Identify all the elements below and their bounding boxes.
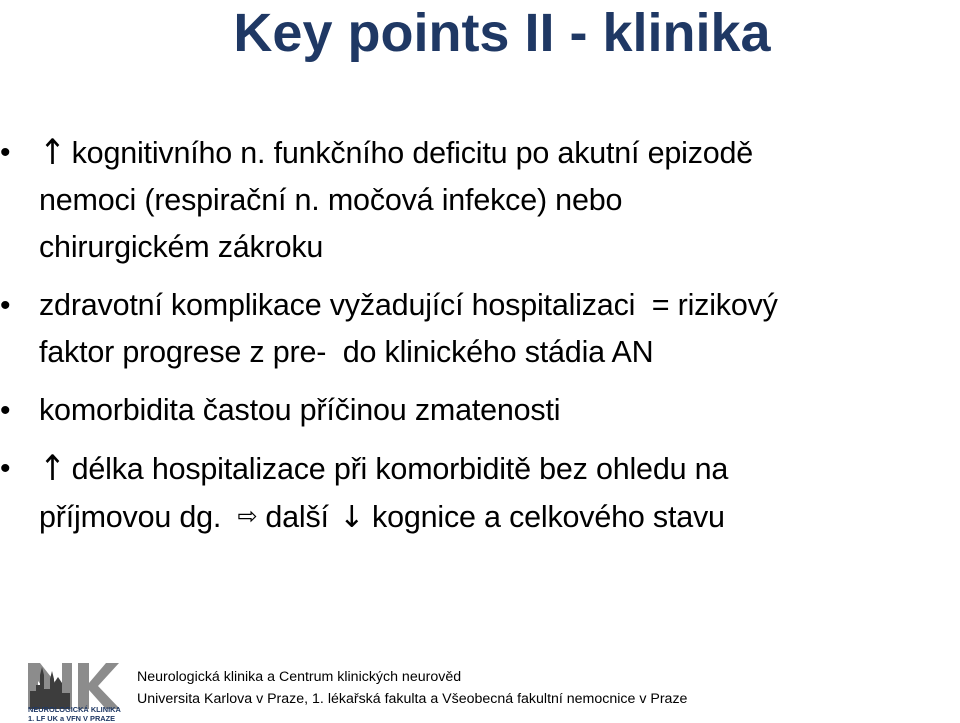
bullet-item-hospitalization-length — [0, 445, 960, 541]
logo-caption-line2: 1. LF UK a VFN V PRAZE — [28, 713, 116, 723]
bullet-line: komorbidita častou příčinou zmatenosti — [39, 393, 561, 427]
logo-mark-icon — [28, 661, 120, 709]
bullet-line: zdravotní komplikace vyžadující hospitalizaci = rizikový — [39, 288, 778, 322]
arrow-right-outline-icon: ⇨ — [237, 502, 258, 530]
bullet-dot: • — [0, 136, 11, 169]
bullet-list — [0, 129, 960, 541]
slide-title: Key points II - klinika — [233, 3, 771, 63]
bullet-text: příjmovou dg. — [39, 500, 222, 534]
footer-line-2: Universita Karlova v Praze, 1. lékařská fakulta a Všeobecná fakultní nemocnice v Praze — [137, 691, 688, 707]
logo-caption — [28, 706, 148, 723]
bullet-item-hospitalization-risk — [0, 282, 960, 376]
arrow-down-icon: ↓ — [339, 500, 365, 535]
bullet-line: faktor progrese z pre- do klinického stádia AN — [39, 335, 654, 369]
bullet-line: chirurgickém zákroku — [39, 230, 324, 264]
footer-line-1: Neurologická klinika a Centrum klinických neurověd — [137, 669, 462, 685]
bullet-text: další — [265, 500, 329, 534]
bullet-dot: • — [0, 289, 11, 322]
bullet-item-cognitive-deficit — [0, 129, 960, 271]
logo-caption-line1: NEUROLOGICKÁ KLINIKA — [28, 705, 121, 714]
neurologicka-klinika-logo — [28, 661, 120, 723]
bullet-dot: • — [0, 452, 11, 485]
bullet-dot: • — [0, 394, 11, 427]
footer-institution — [137, 666, 687, 710]
bullet-line: nemoci (respirační n. močová infekce) nebo — [39, 183, 623, 217]
bullet-text: kognice a celkového stavu — [372, 500, 725, 534]
bullet-line: kognitivního n. funkčního deficitu po akutní epizodě — [71, 136, 754, 170]
bullet-line: délka hospitalizace při komorbiditě bez ohledu na — [71, 452, 729, 486]
arrow-up-icon: ↑ — [39, 447, 66, 489]
footer — [0, 657, 960, 723]
bullet-item-comorbidity — [0, 387, 960, 434]
arrow-up-icon: ↑ — [39, 131, 66, 173]
